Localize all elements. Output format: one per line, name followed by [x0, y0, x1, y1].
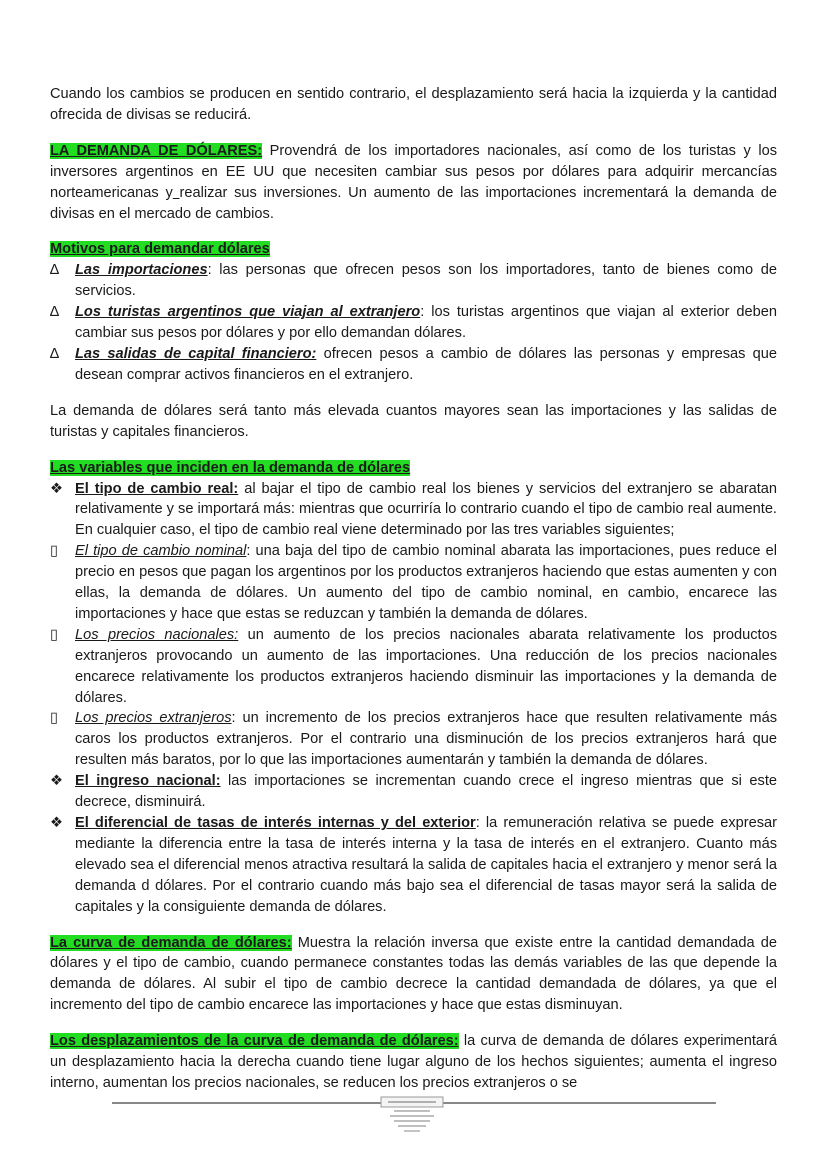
curve-shifts-paragraph: Los desplazamientos de la curva de demanda de dólares: la curva de demanda de dólares experimentará un desplazamiento hacia la derecha cuando tiene lugar alguno de los hechos siguientes; aumenta el ingreso interno, aumentan los precios nacionales, se reducen los precios extranjeros o se: [50, 1033, 777, 1091]
diamond-bullet-icon: ❖: [50, 480, 64, 497]
box-bullet-icon: ▯: [50, 710, 59, 727]
list-item: ▯ Los precios nacionales: un aumento de los precios nacionales abarata relativamente los productos extranjeros provocando un aumento de las importaciones. Una reducción de los precios nacionales encarece relativamente los productos extranjeros haciendo disminuir las importaciones y la demanda de dólares.: [50, 626, 777, 706]
list-item: ❖ El diferencial de tasas de interés internas y del exterior: la remuneración relativa se puede expresar mediante la diferencia entre la tasa de interés interna y la tasa de interés en el extranjero. Cuanto más elevado sea el diferencial menos atractiva resultará la salida de capitales hacia el extranjero y menor será la demanda d dólares. Por el contrario cuando más bajo sea el diferencial de tasas mayor será la salida de capitales y la consiguiente demanda de dólares.: [50, 815, 777, 915]
demand-dollars-paragraph: LA DEMANDA DE DÓLARES: Provendrá de los importadores nacionales, así como de los turistas y los inversores argentinos en EE UU que necesiten cambiar sus pesos por dólares para adquirir mercancías norteamericanas y realizar sus inversiones. Un aumento de las importaciones incrementará la demanda de divisas en el mercado de cambios.: [50, 142, 777, 222]
delta-bullet-icon: ∆: [50, 262, 59, 279]
demand-dollars-heading: LA DEMANDA DE DÓLARES:: [50, 142, 263, 159]
curve-shifts-heading: Los desplazamientos de la curva de demanda de dólares:: [50, 1033, 459, 1050]
document-body: [50, 84, 777, 1109]
list-item: ▯ Los precios extranjeros: un incremento de los precios extranjeros hace que resulten relativamente más caros los productos extranjeros. Por el contrario una disminución de los precios extranjeros hará que resulten más baratos, por lo que las importaciones aumentarán y también la demanda de dólares.: [50, 710, 777, 769]
list-item: ❖ El ingreso nacional: las importaciones se incrementan cuando crece el ingreso mientras que si este decrece, disminuirá.: [50, 773, 777, 811]
list-item: ∆ Las salidas de capital financiero: ofrecen pesos a cambio de dólares las personas y empresas que desean comprar activos financieros en el extranjero.: [50, 345, 777, 383]
demand-level-paragraph: La demanda de dólares será tanto más elevada cuantos mayores sean las importaciones y las salidas de turistas y capitales financieros.: [50, 402, 777, 440]
diamond-bullet-icon: ❖: [50, 815, 64, 831]
motives-heading: Motivos para demandar dólares: [50, 241, 270, 258]
delta-bullet-icon: ∆: [50, 304, 59, 321]
list-item: ∆ Los turistas argentinos que viajan al extranjero: los turistas argentinos que viajan al exterior deben cambiar sus pesos por dólares y por ello demandan dólares.: [50, 304, 777, 342]
list-item: ▯ El tipo de cambio nominal: una baja del tipo de cambio nominal abarata las importaciones, pues reduce el precio en pesos que pagan los argentinos por los productos extranjeros haciendo que estas aumenten y con ellas, la demanda de dólares. Un aumento del tipo de cambio nominal, en cambio, encarece las importaciones y hace que estas se reduzcan y también la demanda de dólares.: [50, 543, 777, 622]
intro-paragraph: Cuando los cambios se producen en sentido contrario, el desplazamiento será hacia la izquierda y la cantidad ofrecida de divisas se reducirá.: [50, 86, 777, 123]
variables-list: [50, 479, 777, 918]
delta-bullet-icon: ∆: [50, 345, 59, 362]
demand-curve-paragraph: La curva de demanda de dólares: Muestra la relación inversa que existe entre la cantidad demandada de dólares y el tipo de cambio, cuando permanece constantes todas las demás variables de las que depende la demanda de dólares. Al subir el tipo de cambio decrece la cantidad demandada de dólares, ya que el incremento del tipo de cambio encarece las importaciones y hace que estas disminuyan.: [50, 934, 777, 1014]
demand-curve-heading: La curva de demanda de dólares:: [50, 934, 292, 951]
diamond-bullet-icon: ❖: [50, 773, 64, 790]
footer-logo-icon: [380, 1096, 444, 1134]
list-item: ❖ El tipo de cambio real: al bajar el tipo de cambio real los bienes y servicios del extranjero se abaratan relativamente y se importará más: mientras que ocurriría lo contrario cuando el tipo de cambio real aumente. En cualquier caso, el tipo de cambio real viene determinado por las tres variables siguientes;: [50, 480, 778, 539]
variables-heading: Las variables que inciden en la demanda de dólares: [50, 459, 411, 476]
list-item: ∆ Las importaciones: las personas que ofrecen pesos son los importadores, tanto de bienes como de servicios.: [50, 262, 778, 300]
page-footer: [112, 1096, 716, 1136]
box-bullet-icon: ▯: [50, 626, 59, 643]
motives-list: [50, 260, 777, 385]
box-bullet-icon: ▯: [50, 543, 59, 560]
